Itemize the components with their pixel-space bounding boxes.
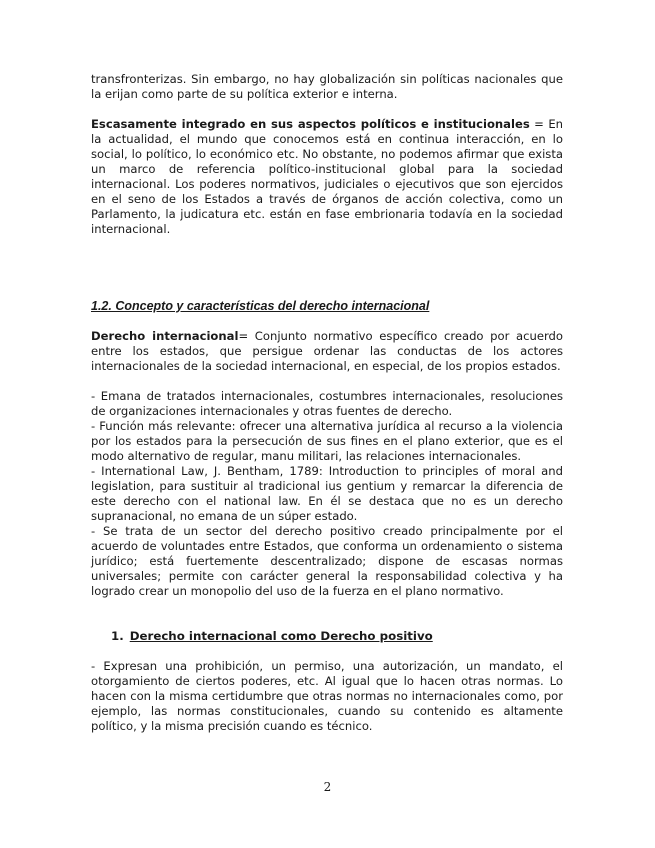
- bullet-item: - International Law, J. Bentham, 1789: Introduction to principles of moral and legislation, para sustituir al tradicional ius gentium y remarcar la diferencia de este derecho con el national law. En él se destaca que no es un derecho supranacional, no emana de un súper estado.: [91, 464, 563, 523]
- escasamente-body: = En la actualidad, el mundo que conocemos está en continua interacción, en lo social, lo político, lo económico etc. No obstante, no podemos afirmar que exista un marco de referencia político-institucional global para la sociedad internacional. Los poderes normativos, judiciales o ejecutivos que son ejercidos en el seno de los Estados a través de órganos de acción colectiva, como un Parlamento, la judicatura etc. están en fase embrionaria todavía en la sociedad internacional.: [91, 117, 563, 236]
- bullet-item: - Función más relevante: ofrecer una alternativa jurídica al recurso a la violencia por los estados para la persecución de sus fines en el plano exterior, que es el modo alternativo de regular, manu militari, las relaciones internacionales.: [91, 419, 563, 463]
- escasamente-paragraph: [91, 117, 563, 237]
- definition-paragraph: [91, 329, 563, 374]
- numbered-section-text: Derecho internacional como Derecho positivo: [129, 629, 433, 643]
- bullet-item: - Emana de tratados internacionales, costumbres internacionales, resoluciones de organizaciones internacionales y otras fuentes de derecho.: [91, 389, 563, 418]
- bullet-list: [91, 389, 563, 599]
- definition-body: = Conjunto normativo específico creado por acuerdo entre los estados, que persigue ordenar las conductas de los actores internacionales de la sociedad internacional, en especial, de los propios estados.: [91, 329, 563, 373]
- numbered-section-number: 1.: [111, 629, 124, 643]
- definition-lead: Derecho internacional: [91, 329, 239, 343]
- escasamente-lead: Escasamente integrado en sus aspectos políticos e institucionales: [91, 117, 530, 131]
- bullet-item: - Se trata de un sector del derecho positivo creado principalmente por el acuerdo de voluntades entre Estados, que conforma un ordenamiento o sistema jurídico; está fuertemente descentralizado; dispone de escasas normas universales; permite con carácter general la responsabilidad colectiva y ha logrado crear un monopolio del uso de la fuerza en el plano normativo.: [91, 524, 563, 598]
- page-number: 2: [323, 780, 332, 794]
- positive-law-paragraph: - Expresan una prohibición, un permiso, una autorización, un mandato, el otorgamiento de ciertos poderes, etc. Al igual que lo hacen otras normas. Lo hacen con la misma certidumbre que otras normas no internacionales como, por ejemplo, las normas constitucionales, cuando su contenido es altamente político, y la misma precisión cuando es técnico.: [91, 659, 563, 733]
- numbered-section-title: [111, 629, 563, 644]
- section-title-1-2: 1.2. Concepto y características del derecho internacional: [91, 299, 430, 313]
- document-page: [91, 72, 563, 734]
- intro-continuation-paragraph: transfronterizas. Sin embargo, no hay globalización sin políticas nacionales que la erijan como parte de su política exterior e interna.: [91, 72, 563, 101]
